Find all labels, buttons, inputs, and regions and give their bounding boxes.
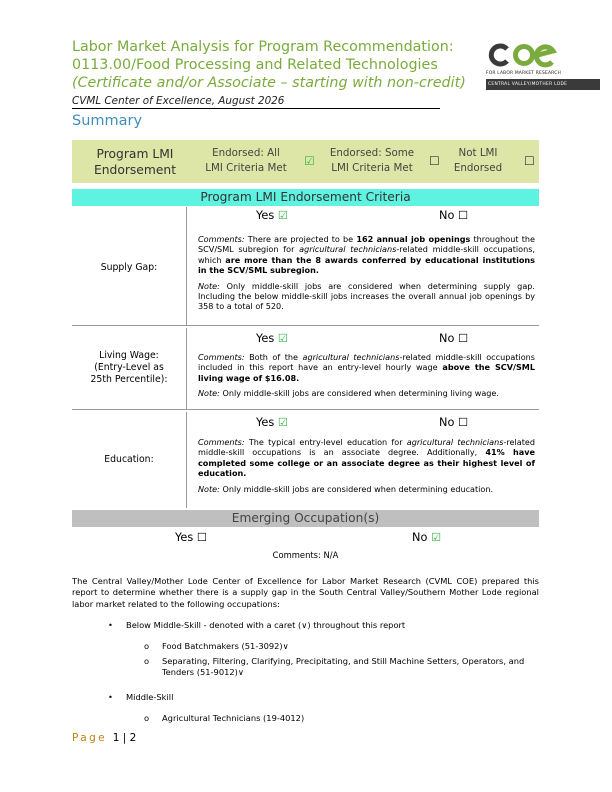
bullet-below-middle-skill: Below Middle-Skill - denoted with a caret (∨) throughout this report: [126, 620, 406, 630]
intro-paragraph: The Central Valley/Mother Lode Center of Excellence for Labor Market Research (CVML COE) prepared this report to determine whether there is a supply gap in the South Central Valley/Southern Mother Lode regional labor market related to the following occupations:: [72, 576, 539, 609]
title-line-2: 0113.00/Food Processing and Related Technologies: [72, 57, 438, 73]
coe-logo: [486, 42, 600, 90]
supply-gap-label: Supply Gap:: [100, 262, 158, 273]
occupation-item: Food Batchmakers (51-3092)∨: [162, 641, 289, 651]
living-wage-no[interactable]: No ☐: [439, 332, 469, 345]
bullet-middle-skill: Middle-Skill: [126, 692, 174, 702]
logo-region: CENTRAL VALLEY/MOTHER LODE: [486, 79, 600, 90]
report-subtitle: CVML Center of Excellence, August 2026: [72, 95, 285, 107]
supply-gap-no[interactable]: No ☐: [439, 209, 469, 222]
endorsement-option-all: Endorsed: All LMI Criteria Met: [205, 147, 287, 174]
page-word: Page: [72, 732, 108, 744]
criteria-header: Program LMI Endorsement Criteria: [72, 189, 539, 206]
row-divider: [72, 325, 539, 326]
criteria-row-supply-gap: [72, 207, 539, 326]
endorsement-option-some: Endorsed: Some LMI Criteria Met: [329, 147, 415, 174]
sub-bullet-marker: o: [144, 713, 150, 723]
page-number: 1 | 2: [112, 732, 137, 744]
supply-gap-comments: Comments: There are projected to be 162 annual job openings throughout the SCV/SML subregion for agricultural technicians-related middle-skill occupations, which are more than the 8 awards conferred by educational institutions in the SCV/SML subregion. Note: Only middle-skill jobs are considered when determining supply gap. Including the below middle-skill jobs increases the overall annual job openings by 358 to a total of 520.: [198, 234, 536, 312]
report-title: [72, 38, 467, 92]
education-yes[interactable]: Yes ☑: [256, 416, 288, 429]
checkbox-all-criteria[interactable]: ☑: [304, 154, 315, 168]
section-heading: Summary: [72, 113, 143, 129]
coe-logo-mark: [486, 42, 566, 68]
emerging-yes[interactable]: Yes ☐: [175, 531, 207, 544]
education-comments: Comments: The typical entry-level education for agricultural technicians-related middle-skill occupations is an associate degree. Additionally, 41% have completed some college or an associate degree as their highest level of education. Note: Only middle-skill jobs are considered when determining education.: [198, 437, 535, 494]
row-divider: [72, 409, 539, 410]
emerging-header: Emerging Occupation(s): [72, 510, 539, 527]
occupation-item: Agricultural Technicians (19-4012): [162, 713, 305, 723]
living-wage-yes[interactable]: Yes ☑: [256, 332, 288, 345]
endorsement-panel: [72, 140, 539, 183]
endorsement-label: Program LMI Endorsement: [93, 147, 177, 177]
living-wage-answer: [186, 330, 539, 347]
criteria-row-living-wage: [72, 328, 539, 410]
criteria-row-education: [72, 412, 539, 508]
emerging-comments: Comments: N/A: [272, 550, 339, 560]
endorsement-option-none: Not LMI Endorsed: [453, 147, 503, 174]
living-wage-comments: Comments: Both of the agricultural technicians-related middle-skill occupations included in this report have an entry-level hourly wage above the SCV/SML living wage of $16.08. Note: Only middle-skill jobs are considered when determining living wage.: [198, 352, 536, 399]
education-label: Education:: [104, 454, 154, 465]
occupation-item: Separating, Filtering, Clarifying, Precipitating, and Still Machine Setters, Operators, and Tenders (51-9012)∨: [162, 656, 525, 678]
sub-bullet-marker: o: [144, 641, 150, 651]
education-answer: [186, 414, 539, 431]
title-line-1: Labor Market Analysis for Program Recommendation:: [72, 39, 454, 55]
supply-gap-answer: [186, 207, 539, 224]
checkbox-some-criteria[interactable]: ☐: [429, 154, 440, 168]
sub-bullet-marker: o: [144, 656, 150, 666]
checkbox-not-endorsed[interactable]: ☐: [524, 154, 535, 168]
emerging-occupation-panel: [72, 528, 539, 560]
education-no[interactable]: No ☐: [439, 416, 469, 429]
column-divider: [186, 207, 187, 326]
title-line-3: (Certificate and/or Associate – starting with non-credit): [72, 75, 466, 91]
supply-gap-yes[interactable]: Yes ☑: [256, 209, 288, 222]
emerging-no[interactable]: No ☑: [412, 531, 442, 544]
logo-tagline: FOR LABOR MARKET RESEARCH: [486, 71, 561, 76]
bullet-dot: •: [108, 692, 113, 702]
title-divider: [72, 108, 440, 109]
living-wage-label: Living Wage: (Entry-Level as 25th Percentile):: [90, 350, 168, 385]
page-footer: [72, 732, 136, 744]
bullet-dot: •: [108, 620, 113, 630]
